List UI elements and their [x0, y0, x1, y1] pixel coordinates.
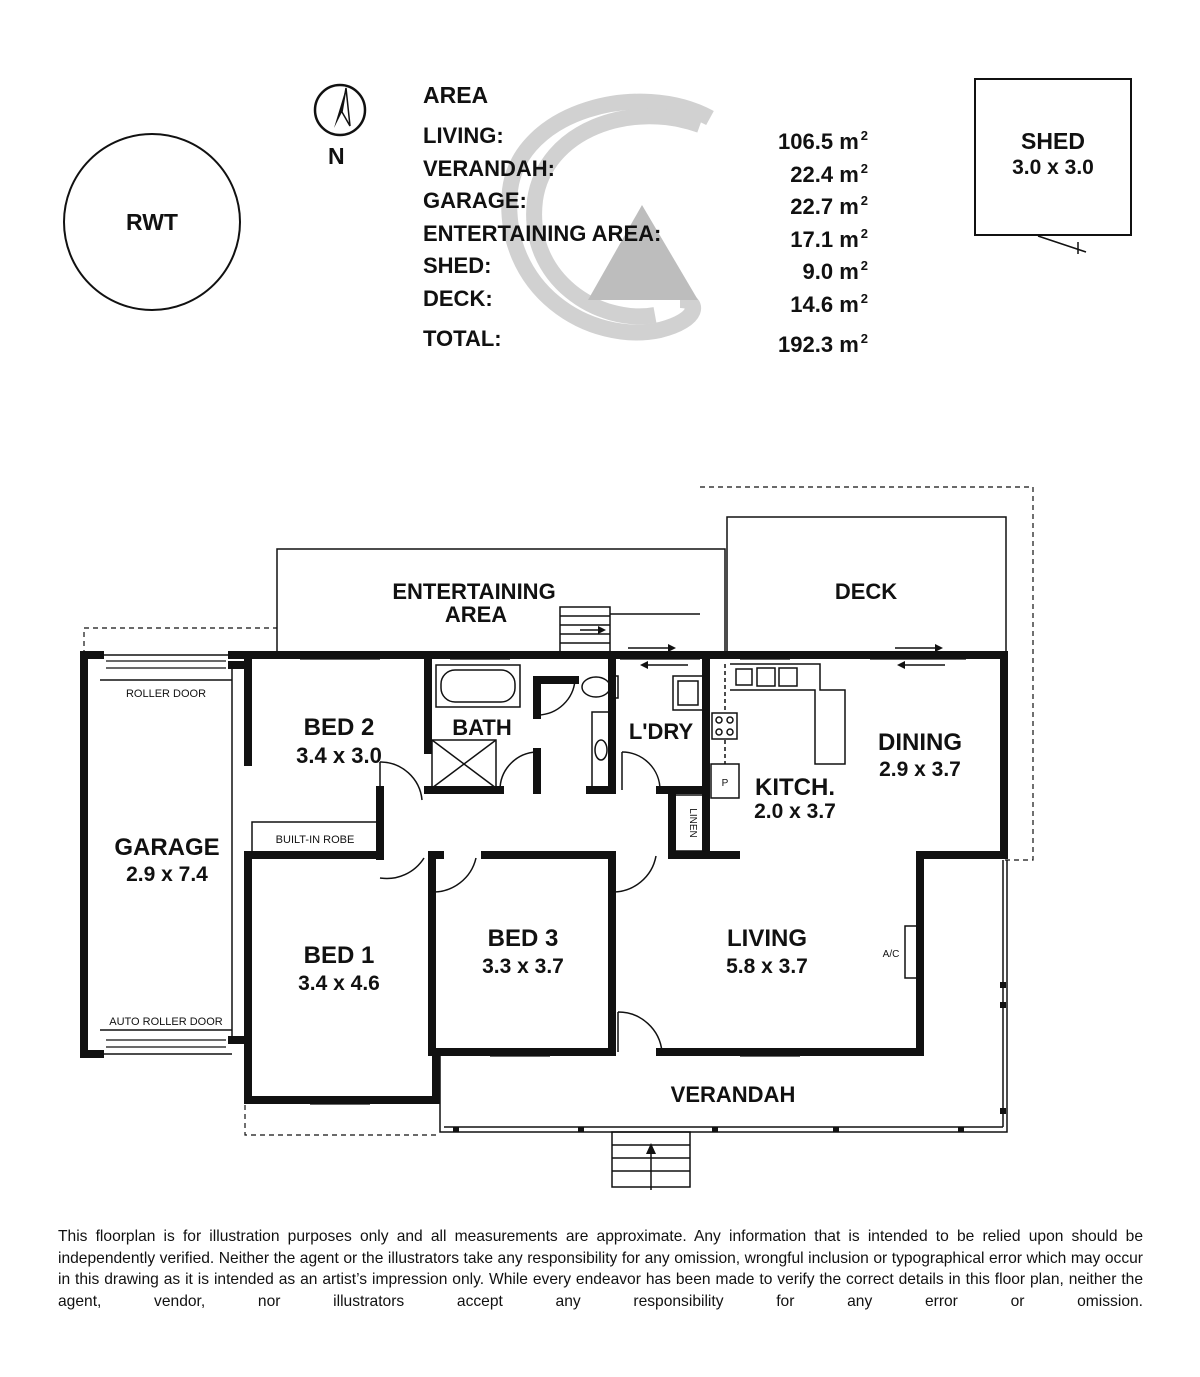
- disclaimer-text: This floorplan is for illustration purposes only and all measurements are approximate. Any information that is intended to be relied upon should be independently verified. Neither the agent or the illustrators take any responsibility for any omission, wrongful inclusion or typographical error which may occur in this drawing as it is intended as an artist’s impression only. While every endeavor has been made to verify the correct details in this floor plan, neither the agent, vendor, nor illustrators accept any responsibility for any error or omission.: [58, 1228, 1143, 1310]
- area-row-value: 14.6 m $^2$: [790, 290, 868, 317]
- entertaining-label-1: ENTERTAINING: [392, 579, 556, 604]
- living-dims: 5.8 x 3.7: [726, 955, 808, 978]
- bath-label: BATH: [452, 715, 512, 740]
- laundry-label: L'DRY: [628, 719, 694, 744]
- garage-name: GARAGE: [114, 834, 220, 861]
- area-row-value: 17.1 m $^2$: [790, 225, 868, 252]
- bed3-name: BED 3: [487, 925, 559, 952]
- garage-dims: 2.9 x 7.4: [126, 863, 208, 886]
- area-row-label: SHED:: [423, 253, 492, 278]
- area-row-label: DECK:: [423, 285, 493, 311]
- area-total-value: 192.3 m $^2$: [778, 331, 868, 357]
- roller-door-label: ROLLER DOOR: [125, 688, 207, 700]
- dining-name: DINING: [878, 729, 962, 756]
- shed-name: SHED: [1021, 128, 1085, 154]
- rwt-label: RWT: [126, 208, 178, 235]
- bed2-dims: 3.4 x 3.0: [296, 743, 382, 768]
- area-row-label: GARAGE:: [423, 188, 527, 213]
- auto-roller-door-label: AUTO ROLLER DOOR: [109, 1016, 223, 1028]
- bed2-name: BED 2: [303, 714, 375, 741]
- area-row-label: VERANDAH:: [423, 155, 555, 181]
- area-title: AREA: [423, 82, 489, 108]
- area-row-label: ENTERTAINING AREA:: [423, 220, 662, 246]
- bed1-name: BED 1: [303, 942, 375, 969]
- kitchen-dims: 2.0 x 3.7: [754, 800, 836, 823]
- area-row-value: 106.5 m $^2$: [778, 128, 868, 154]
- kitchen-name: KITCH.: [755, 774, 835, 801]
- living-name: LIVING: [726, 925, 808, 952]
- entertaining-label-2: AREA: [444, 602, 508, 627]
- area-total-label: TOTAL:: [423, 326, 502, 351]
- bed1-dims: 3.4 x 4.6: [298, 972, 380, 995]
- area-row-value: 22.4 m $^2$: [790, 160, 868, 187]
- bed3-dims: 3.3 x 3.7: [482, 955, 564, 978]
- linen-label: LINEN: [687, 808, 698, 838]
- deck-label: DECK: [834, 579, 898, 604]
- verandah-label: VERANDAH: [670, 1082, 796, 1107]
- shed-dims: 3.0 x 3.0: [1012, 156, 1094, 179]
- built-in-robe-label: BUILT-IN ROBE: [275, 834, 355, 846]
- dining-dims: 2.9 x 3.7: [879, 758, 961, 781]
- ac-label: A/C: [882, 949, 900, 960]
- area-row-value: 22.7 m $^2$: [790, 193, 868, 219]
- area-row-label: LIVING:: [423, 123, 504, 148]
- pantry-label: P: [721, 778, 729, 789]
- compass-label: N: [328, 143, 345, 169]
- area-row-value: 9.0 m $^2$: [802, 258, 868, 284]
